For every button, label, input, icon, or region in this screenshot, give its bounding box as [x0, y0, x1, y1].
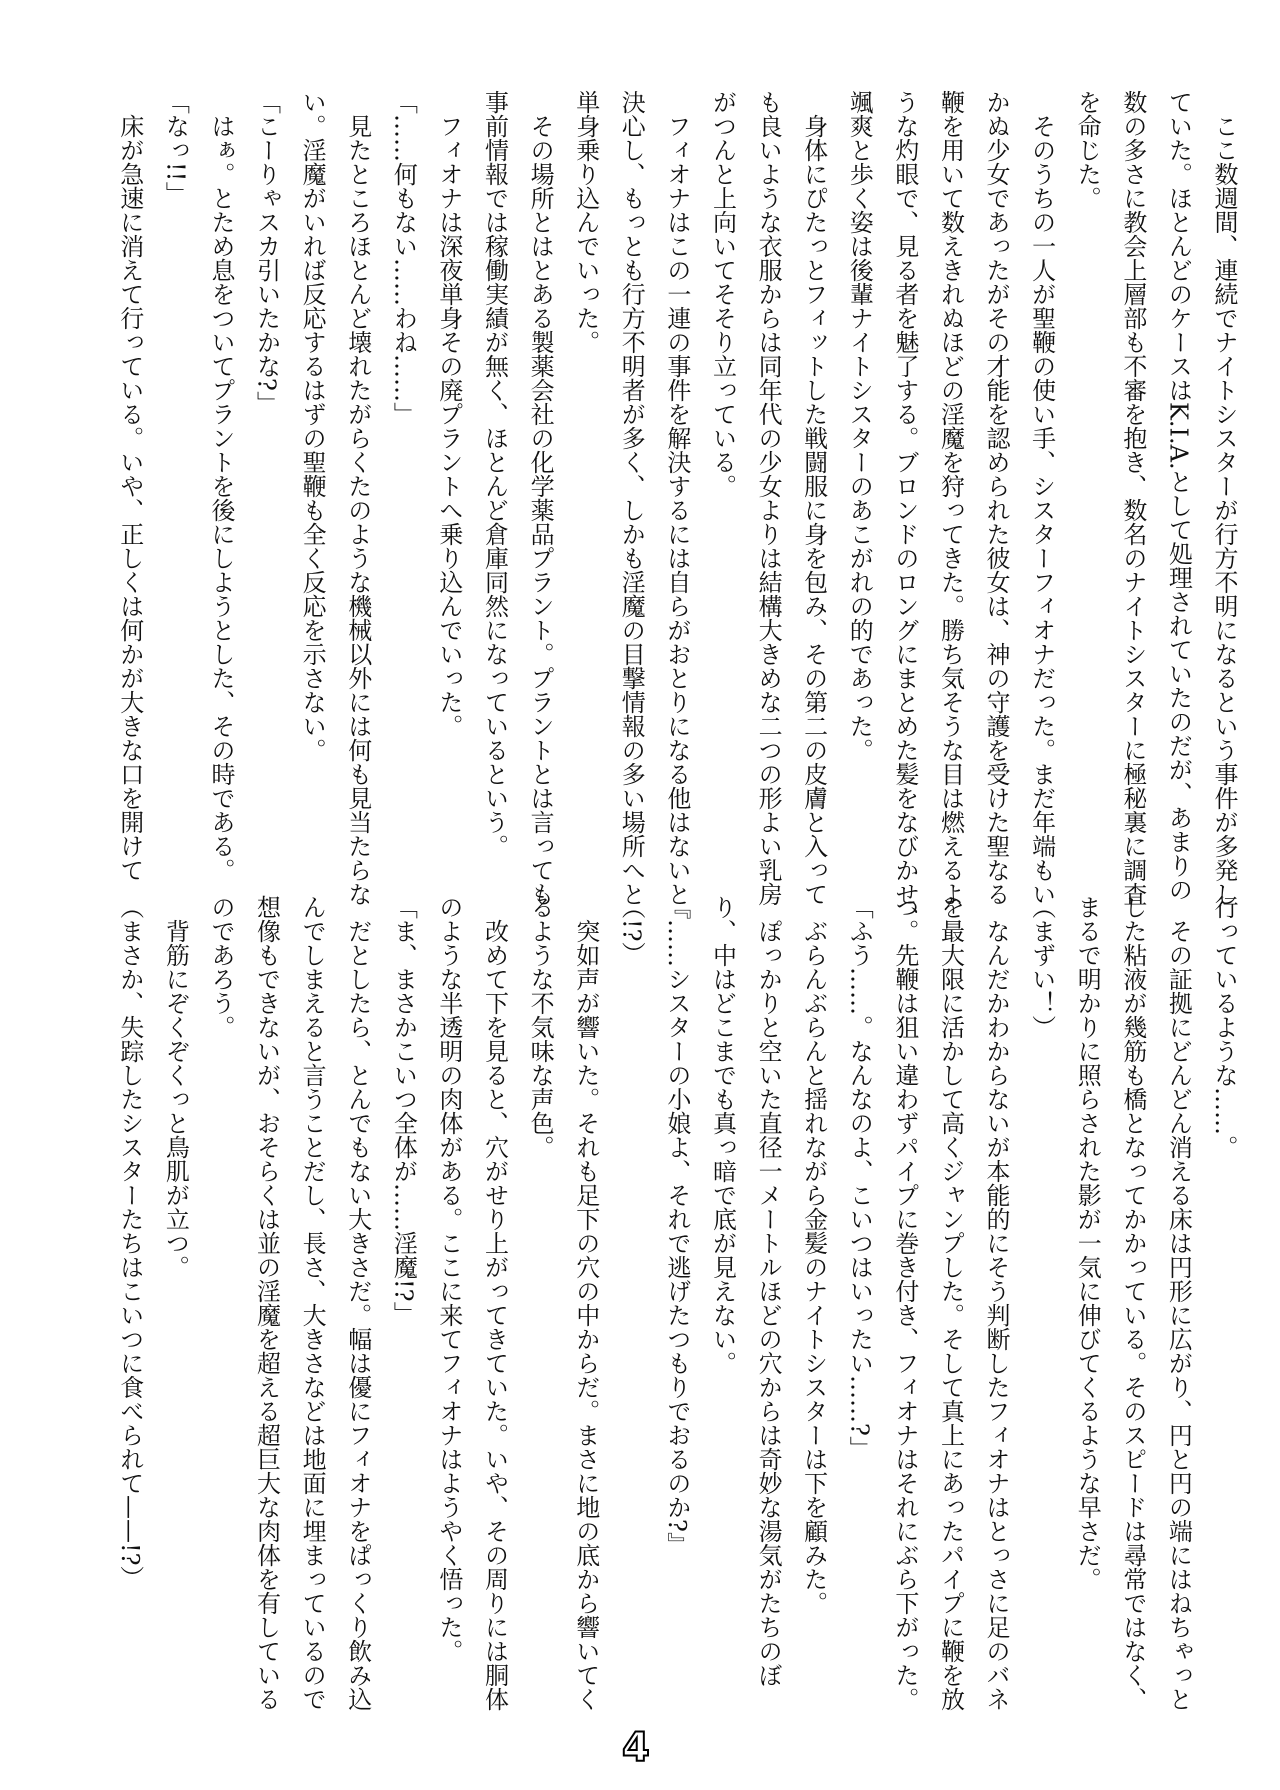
- text-column: その証拠にどんどん消える床は円形に広がり、円と円の端にはねちゃっと: [1164, 895, 1193, 1711]
- text-column: 想像もできないが、おそらくは並の淫魔を超える超巨大な肉体を有している: [252, 895, 281, 1711]
- text-column: 颯爽と歩く姿は後輩ナイトシスターのあこがれの的であった。: [845, 90, 874, 762]
- text-column: 身体にぴたっとフィットした戦闘服に身を包み、その第二の皮膚と入って: [799, 90, 828, 906]
- text-column: 数の多さに教会上層部も不審を抱き、数名のナイトシスターに極秘裏に調査: [1118, 90, 1147, 906]
- text-column: 「ま、まさかこいつ全体が……淫魔!?」: [389, 895, 418, 1326]
- text-column: 鞭を用いて数えきれぬほどの淫魔を狩ってきた。勝ち気そうな目は燃えるよ: [936, 90, 965, 906]
- text-column: うな灼眼で、見る者を魅了する。ブロンドのロングにまとめた髪をなびかせ、: [890, 90, 919, 930]
- text-block-upper: [115, 90, 1246, 930]
- text-column: を命じた。: [1073, 90, 1102, 210]
- text-column: 単身乗り込んでいった。: [571, 90, 600, 354]
- text-column: ぽっかりと空いた直径一メートルほどの穴からは奇妙な湯気がたちのぼ: [754, 895, 783, 1687]
- text-column: （まさか、失踪したシスターたちはこいつに食べられて——!?）: [115, 895, 144, 1590]
- text-column: 『……シスターの小娘よ、それで逃げたつもりでおるのか?』: [662, 895, 691, 1556]
- text-column: 背筋にぞくぞくっと鳥肌が立つ。: [161, 895, 190, 1279]
- text-column: のような半透明の肉体がある。ここに来てフィオナはようやく悟った。: [434, 895, 463, 1663]
- text-column: 改めて下を見ると、穴がせり上がってきていた。いや、その周りには胴体: [480, 895, 509, 1711]
- text-column: フィオナは深夜単身その廃プラントへ乗り込んでいった。: [434, 90, 463, 738]
- text-column: ぶらんぶらんと揺れながら金髪のナイトシスターは下を顧みた。: [799, 895, 828, 1615]
- text-column: ていた。ほとんどのケースはK.I.A.として処理されていたのだが、あまりの: [1164, 90, 1193, 902]
- text-column: 事前情報では稼働実績が無く、ほとんど倉庫同然になっているという。: [480, 90, 509, 858]
- text-column: 床が急速に消えて行っている。いや、正しくは何かが大きな口を開けて: [115, 90, 144, 882]
- text-column: かぬ少女であったがその才能を認められた彼女は、神の守護を受けた聖なる: [982, 90, 1011, 906]
- text-block-lower: [115, 895, 1246, 1715]
- text-column: その場所とはとある製薬会社の化学薬品プラント。プラントとは言っても: [526, 90, 555, 906]
- text-column: 「なっ!!」: [161, 90, 190, 206]
- text-column: 見たところほとんど壊れたがらくたのような機械以外には何も見当たらな: [343, 90, 372, 906]
- text-column: フィオナはこの一連の事件を解決するには自らがおとりになる他はないと: [662, 90, 691, 906]
- text-column: 「こーりゃスカ引いたかな?」: [252, 90, 281, 415]
- page-number: 4: [622, 1725, 650, 1771]
- text-column: はぁ。とため息をついてプラントを後にしようとした、その時である。: [206, 90, 235, 882]
- text-column: がつんと上向いてそそり立っている。: [708, 90, 737, 498]
- text-column: を最大限に活かして高くジャンプした。そして真上にあったパイプに鞭を放: [936, 895, 965, 1711]
- text-column: も良いような衣服からは同年代の少女よりは結構大きめな二つの形よい乳房: [754, 90, 783, 906]
- text-column: つ。先鞭は狙い違わずパイプに巻き付き、フィオナはそれにぶら下がった。: [890, 895, 919, 1711]
- text-column: （!?）: [617, 895, 646, 966]
- text-column: 「……何もない……わね……」: [389, 90, 418, 426]
- text-column: だとしたら、とんでもない大きさだ。幅は優にフィオナをぱっくり飲み込: [343, 895, 372, 1711]
- text-column: なんだかわからないが本能的にそう判断したフィオナはとっさに足のバネ: [982, 895, 1011, 1711]
- text-column: るような不気味な声色。: [526, 895, 555, 1159]
- text-column: まるで明かりに照らされた影が一気に伸びてくるような早さだ。: [1073, 895, 1102, 1591]
- text-column: 行っているような……。: [1210, 895, 1238, 1159]
- text-column: ここ数週間、連続でナイトシスターが行方不明になるという事件が多発し: [1210, 90, 1238, 906]
- text-column: 決心し、もっとも行方不明者が多く、しかも淫魔の目撃情報の多い場所へと: [617, 90, 646, 906]
- text-column: い。淫魔がいれば反応するはずの聖鞭も全く反応を示さない。: [298, 90, 327, 762]
- text-column: した粘液が幾筋も橋となってかかっている。そのスピードは尋常ではなく、: [1118, 895, 1147, 1711]
- text-column: んでしまえると言うことだし、長さ、大きさなどは地面に埋まっているので: [298, 895, 327, 1711]
- text-column: のであろう。: [206, 895, 235, 1039]
- text-column: そのうちの一人が聖鞭の使い手、シスターフィオナだった。まだ年端もい: [1027, 90, 1056, 906]
- text-column: 突如声が響いた。それも足下の穴の中からだ。まさに地の底から響いてく: [571, 895, 600, 1711]
- text-column: （まずい！）: [1027, 895, 1056, 1039]
- text-column: り、中はどこまでも真っ暗で底が見えない。: [708, 895, 737, 1375]
- text-column: 「ふう……。なんなのよ、こいつはいったい……?」: [845, 895, 874, 1460]
